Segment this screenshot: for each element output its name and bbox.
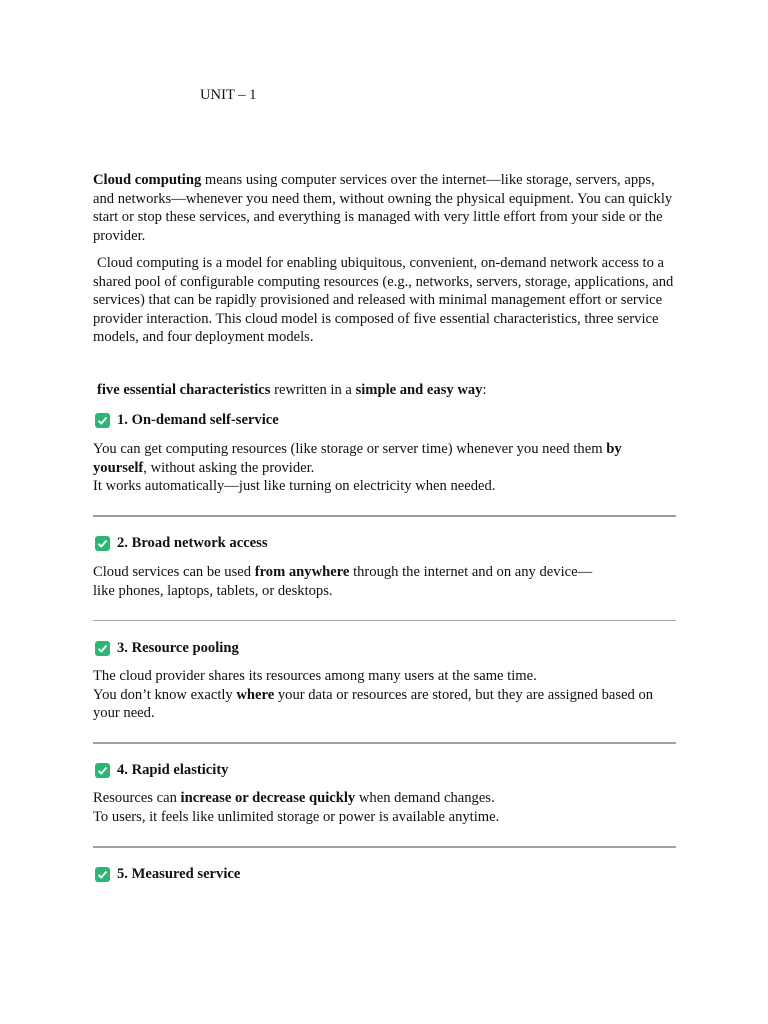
definition-paragraph: Cloud computing is a model for enabling ubiquitous, convenient, on-demand network access to a shared pool of configurable computing resources (e.g., networks, servers, storage, applications, and services) that can be rapidly provisioned and released with minimal management effort or service provider interaction. This cloud model is composed of five essential characteristics, three service models, and four deployment models.	[93, 255, 674, 345]
checkmark-icon	[95, 413, 110, 428]
body-text: your data or resources are stored, but they are assigned based on your need.	[93, 686, 654, 721]
characteristic-body-4	[93, 789, 677, 826]
divider	[93, 846, 676, 848]
characteristic-title-2: 2. Broad network access	[117, 535, 268, 551]
characteristic-heading-1	[95, 411, 679, 430]
characteristic-heading-4	[95, 761, 679, 780]
body-bold: increase or decrease quickly	[180, 790, 356, 806]
intro-term: Cloud computing	[93, 172, 202, 188]
section-intro-text-2: :	[482, 382, 487, 398]
body-text: through the internet and on any device—	[349, 564, 593, 580]
divider	[93, 742, 676, 744]
divider	[93, 515, 676, 517]
body-text: , without asking the provider.	[143, 459, 315, 476]
characteristic-heading-3	[95, 639, 679, 658]
page-title: UNIT – 1	[200, 87, 257, 103]
characteristic-heading-5	[95, 865, 679, 884]
section-intro-bold-2: simple and easy way	[355, 382, 483, 398]
characteristic-body-1	[93, 440, 677, 496]
body-text: The cloud provider shares its resources among many users at the same time.	[93, 668, 537, 684]
characteristic-heading-2	[95, 534, 679, 553]
divider	[93, 620, 676, 621]
characteristic-body-2	[93, 563, 677, 600]
characteristic-body-3	[93, 667, 677, 723]
checkmark-icon	[95, 867, 110, 882]
body-text: Resources can	[93, 790, 181, 806]
body-bold: from anywhere	[254, 564, 350, 580]
checkmark-icon	[95, 536, 110, 551]
intro-paragraph	[93, 171, 677, 245]
checkmark-icon	[95, 641, 110, 656]
body-text: Cloud services can be used	[93, 564, 255, 580]
body-text: To users, it feels like unlimited storage or power is available anytime.	[93, 808, 500, 825]
section-intro-bold-1: five essential characteristics	[97, 382, 271, 398]
characteristic-title-5: 5. Measured service	[117, 866, 241, 882]
body-text: You don’t know exactly	[93, 686, 237, 703]
body-text: like phones, laptops, tablets, or desktops.	[93, 582, 333, 599]
checkmark-icon	[95, 763, 110, 778]
intro-text: means using computer services over the internet—like storage, servers, apps, and networks—whenever you need them, without owning the physical equipment. You can quickly start or stop these services, and everything is managed with very little effort from your side or the provider.	[93, 172, 673, 244]
body-text: You can get computing resources (like storage or server time) whenever you need them	[93, 441, 607, 457]
body-bold: where	[236, 686, 275, 703]
characteristic-title-4: 4. Rapid elasticity	[117, 762, 229, 778]
body-text: It works automatically—just like turning on electricity when needed.	[93, 478, 496, 494]
body-bold: by yourself	[93, 441, 622, 476]
section-intro-text-1: rewritten in a	[270, 382, 356, 398]
characteristic-title-3: 3. Resource pooling	[117, 640, 239, 656]
section-intro	[97, 381, 681, 400]
characteristic-title-1: 1. On-demand self-service	[117, 412, 279, 428]
body-text: when demand changes.	[355, 790, 495, 806]
